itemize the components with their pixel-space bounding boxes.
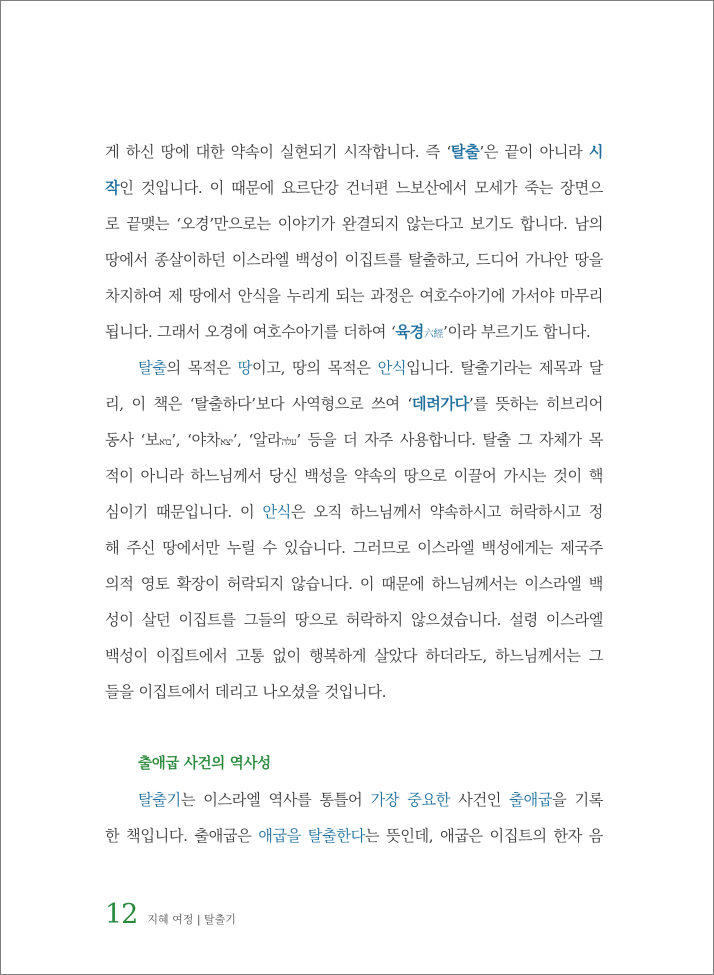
page-footer — [105, 899, 236, 930]
text-run: ’은 끝이 아니라 — [479, 143, 589, 161]
text-run: 은 오직 하느님께서 약속하시고 허락하시고 정 — [290, 503, 603, 521]
text-line: 들을 이집트에서 데리고 나오셨을 것입니다. — [105, 683, 387, 701]
text-line — [105, 782, 603, 818]
hanja-annotation: 六經 — [423, 329, 444, 340]
text-line: 차지하여 제 땅에서 안식을 누리게 되는 과정은 여호수아기에 가서야 마무리 — [105, 287, 603, 305]
text-run: 을 기록 — [552, 791, 603, 809]
text-run: 리, 이 책은 ‘탈출하다’보다 사역형으로 쓰여 ‘ — [105, 395, 412, 413]
text-line — [105, 494, 603, 530]
text-line — [105, 350, 603, 386]
text-line — [105, 386, 603, 422]
text-line: 성이 살던 이집트를 그들의 땅으로 허락하지 않으셨습니다. 설령 이스라엘 — [105, 611, 603, 629]
text-run: ’를 뜻하는 히브리어 — [468, 395, 603, 413]
page-number: 12 — [105, 899, 138, 930]
text-run: 동사 ‘보 — [105, 431, 160, 449]
text-line — [105, 314, 603, 350]
text-line: 의적 영토 확장이 허락되지 않습니다. 이 때문에 하느님께서는 이스라엘 백 — [105, 575, 603, 593]
text-run: 는 뜻인데, 애굽은 이집트의 한자 음 — [364, 827, 603, 845]
text-run: ’이라 부르기도 합니다. — [443, 323, 591, 341]
text-run: 입니다. 탈출기라는 제목과 달 — [406, 359, 603, 377]
emphasis-term: 데려가다 — [411, 395, 469, 413]
text-run: 는 이스라엘 역사를 통틀어 — [180, 791, 371, 809]
text-line: 해 주신 땅에서만 누릴 수 있습니다. 그러므로 이스라엘 백성에게는 제국주 — [105, 539, 603, 557]
text-line: 로 끝맺는 ‘오경’만으로는 이야기가 완결되지 않는다고 보기도 합니다. 남의 — [105, 215, 603, 233]
emphasis-term: 출애굽 — [509, 791, 552, 809]
text-line: 땅에서 종살이하던 이스라엘 백성이 이집트를 탈출하고, 드디어 가나안 땅을 — [105, 251, 603, 269]
text-run: ’ 등을 더 자주 사용합니다. 탈출 그 자체가 목 — [296, 431, 603, 449]
text-run: 심이기 때문입니다. 이 — [105, 503, 263, 521]
text-run: 이고, 땅의 목적은 — [252, 359, 378, 377]
text-run: 의 목적은 — [166, 359, 238, 377]
paragraph-gap — [105, 710, 603, 746]
emphasis-term: 안식 — [377, 359, 407, 377]
text-run: 인 것입니다. 이 때문에 요르단강 건너편 느보산에서 모세가 죽는 장면으 — [119, 179, 603, 197]
text-run: ’, ‘알라 — [232, 431, 282, 449]
emphasis-term: 탈출 — [450, 143, 480, 161]
text-run: 사건인 — [450, 791, 510, 809]
hebrew-annotation: בוא — [159, 437, 172, 448]
text-run: 게 하신 땅에 대한 약속이 실현되기 시작합니다. 즉 ‘ — [105, 143, 451, 161]
text-line — [105, 422, 603, 458]
text-run: 됩니다. 그래서 오경에 여호수아기를 더하여 ‘ — [105, 323, 396, 341]
text-run: 한 책입니다. 출애굽은 — [105, 827, 259, 845]
emphasis-term: 작 — [105, 179, 120, 197]
text-line — [105, 818, 603, 854]
emphasis-term: 안식 — [262, 503, 291, 521]
section-heading: 출애굽 사건의 역사성 — [138, 756, 271, 772]
text-line — [105, 134, 603, 170]
hebrew-annotation: יצא — [220, 437, 233, 448]
emphasis-term: 땅 — [237, 359, 253, 377]
body-text — [105, 134, 603, 854]
emphasis-term: 탈출기 — [138, 791, 181, 809]
emphasis-term: 가장 중요한 — [370, 791, 451, 809]
emphasis-term: 애굽을 탈출한다 — [258, 827, 365, 845]
text-run: ’, ‘야차 — [171, 431, 221, 449]
emphasis-term: 육경 — [395, 323, 424, 341]
text-line — [105, 170, 603, 206]
text-line: 적이 아니라 하느님께서 당신 백성을 약속의 땅으로 이끌어 가시는 것이 핵 — [105, 467, 603, 485]
text-line: 백성이 이집트에서 고통 없이 행복하게 살았다 하더라도, 하느님께서는 그 — [105, 647, 603, 665]
hebrew-annotation: עלה — [281, 437, 297, 448]
emphasis-term: 시 — [588, 143, 603, 161]
emphasis-term: 탈출 — [138, 359, 167, 377]
running-head: 지혜 여정 | 탈출기 — [147, 913, 236, 926]
